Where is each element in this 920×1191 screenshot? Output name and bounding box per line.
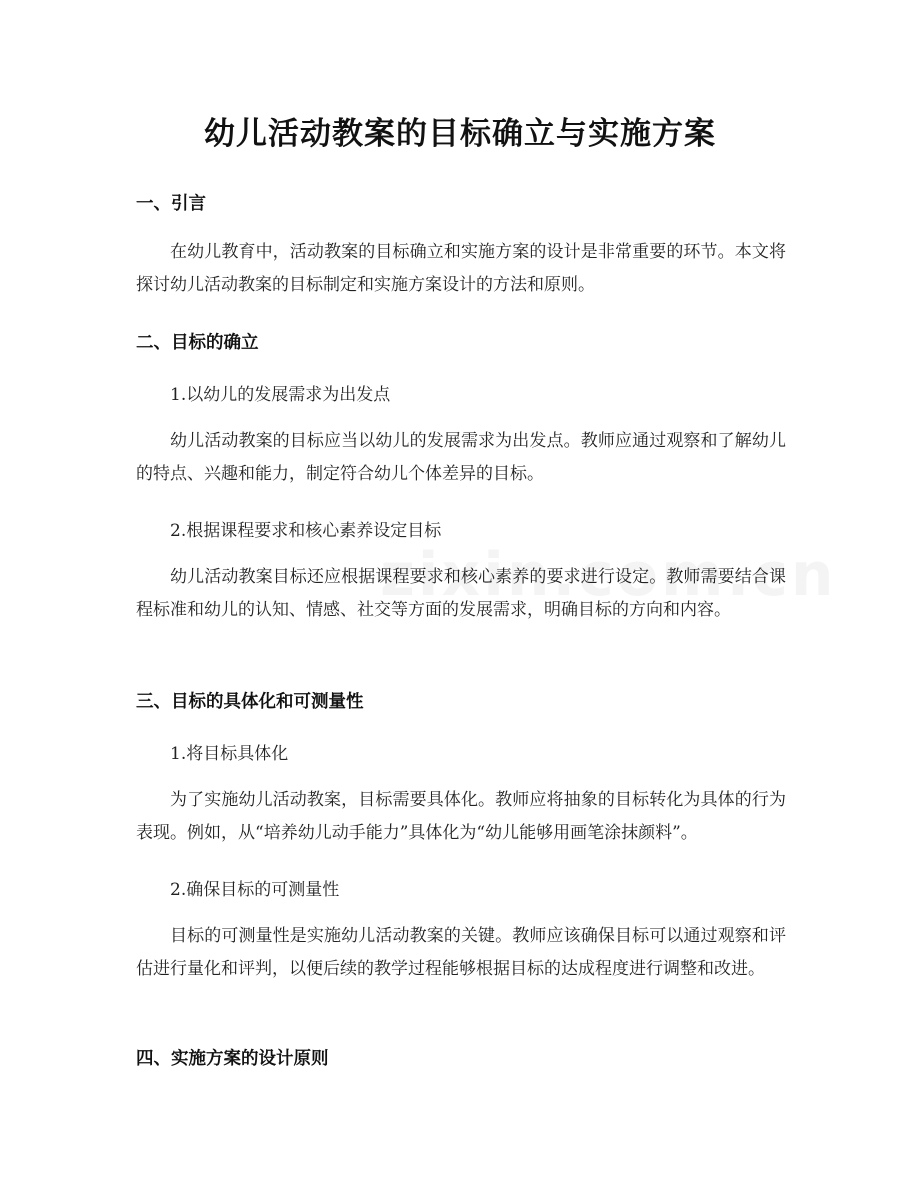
- page-title: 幼儿活动教案的目标确立与实施方案: [204, 116, 716, 152]
- section-heading-intro: 一、引言: [136, 194, 206, 214]
- section-heading-specific-measurable: 三、目标的具体化和可测量性: [136, 692, 364, 712]
- section-heading-design-principles: 四、实施方案的设计原则: [136, 1049, 329, 1069]
- paragraph-development-needs: 幼儿活动教案的目标应当以幼儿的发展需求为出发点。教师应通过观察和了解幼儿的特点、兴趣和能力，制定符合幼儿个体差异的目标。: [136, 431, 786, 484]
- paragraph-curriculum-requirements: 幼儿活动教案目标还应根据课程要求和核心素养的要求进行设定。教师需要结合课程标准和幼儿的认知、情感、社交等方面的发展需求，明确目标的方向和内容。: [136, 567, 786, 620]
- paragraph-measurability: 目标的可测量性是实施幼儿活动教案的关键。教师应该确保目标可以通过观察和评估进行量化和评判，以便后续的教学过程能够根据目标的达成程度进行调整和改进。: [136, 926, 786, 979]
- subheading-make-specific: 1.将目标具体化: [170, 744, 289, 764]
- subheading-measurability: 2.确保目标的可测量性: [170, 880, 340, 900]
- paragraph-make-specific: 为了实施幼儿活动教案，目标需要具体化。教师应将抽象的目标转化为具体的行为表现。例如，从“培养幼儿动手能力”具体化为“幼儿能够用画笔涂抹颜料”。: [136, 790, 786, 843]
- subheading-curriculum-requirements: 2.根据课程要求和核心素养设定目标: [170, 521, 442, 541]
- section-heading-goal-setting: 二、目标的确立: [136, 333, 259, 353]
- subheading-development-needs: 1.以幼儿的发展需求为出发点: [170, 385, 391, 405]
- intro-paragraph: 在幼儿教育中，活动教案的目标确立和实施方案的设计是非常重要的环节。本文将探讨幼儿活动教案的目标制定和实施方案设计的方法和原则。: [136, 242, 786, 295]
